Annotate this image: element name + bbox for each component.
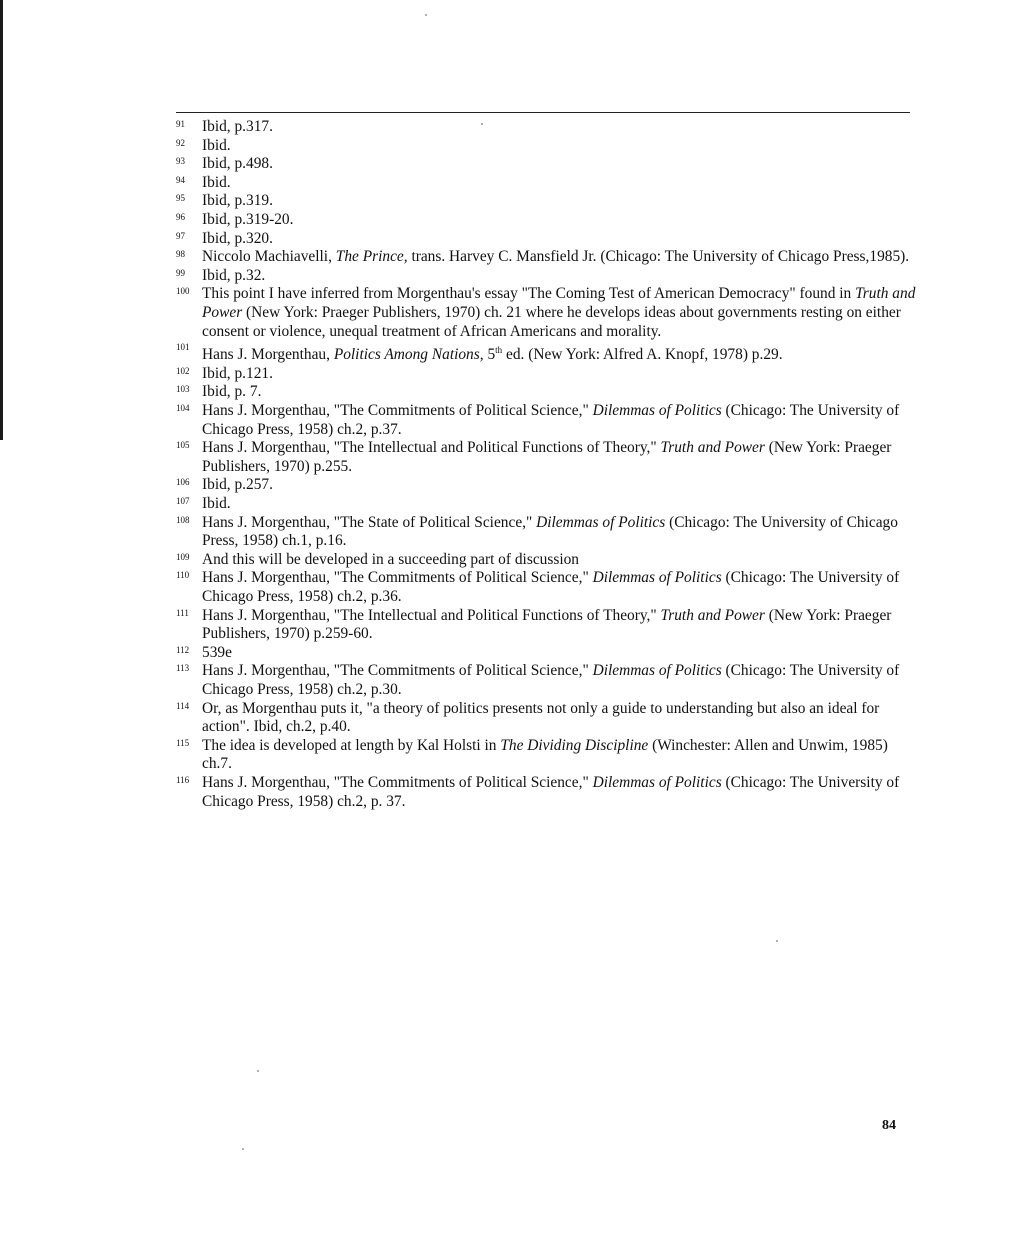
footnote-number: 109 — [176, 551, 190, 562]
footnote-text — [202, 737, 888, 773]
footnote-95 — [176, 192, 916, 211]
footnote-number: 108 — [176, 514, 190, 525]
footnote-113 — [176, 662, 916, 699]
footnote-title: Dilemmas of Politics — [592, 773, 722, 791]
footnote-number: 106 — [176, 477, 190, 488]
footnote-text: Ibid, p.320. — [202, 229, 273, 247]
footnote-91 — [176, 118, 916, 137]
footnote-number: 94 — [176, 174, 185, 185]
footnote-108 — [176, 514, 916, 551]
footnote-title: Dilemmas of Politics — [592, 569, 722, 587]
footnote-text — [202, 285, 915, 339]
footnote-number: 101 — [176, 342, 190, 353]
footnote-105 — [176, 439, 916, 476]
footnote-segment: ed. (New York: Alfred A. Knopf, 1978) p.29. — [502, 346, 783, 364]
footnote-title: The Dividing Discipline — [500, 736, 649, 754]
footnote-segment: 5 — [483, 346, 496, 364]
footnote-segment: (Chicago: The University of Chicago Press, 1958) ch.2, p.36. — [202, 569, 900, 605]
footnote-93 — [176, 155, 916, 174]
footnote-number: 105 — [176, 440, 190, 451]
footnote-110 — [176, 569, 916, 606]
footnote-segment: Hans J. Morgenthau, "The Commitments of Political Science," — [202, 773, 593, 791]
footnote-text: Ibid, p.317. — [202, 118, 273, 135]
footnote-segment: (New York: Praeger Publishers, 1970) ch. 21 where he develops ideas about governments resting on either consent or violence, unequal treatment of African Americans and morality. — [202, 303, 901, 340]
footnote-segment: (New York: Praeger Publishers, 1970) p.259-60. — [202, 606, 892, 643]
footnote-text: Ibid, p.498. — [202, 155, 273, 173]
footnote-text: Ibid, p.319-20. — [202, 210, 294, 228]
footnote-94 — [176, 174, 916, 193]
footnote-99 — [176, 267, 916, 286]
footnote-segment: trans. Harvey C. Mansfield Jr. (Chicago: The University of Chicago Press,1985). — [407, 248, 910, 266]
footnote-text: Ibid, p.32. — [202, 266, 266, 284]
footnote-104 — [176, 402, 916, 439]
footnote-text — [202, 439, 891, 475]
footnote-segment: (Chicago: The University of Chicago Press, 1958) ch.1, p.16. — [202, 513, 898, 550]
footnote-116 — [176, 774, 916, 811]
footnote-title: Politics Among Nations, — [333, 346, 484, 364]
footnote-segment: Hans J. Morgenthau, "The Intellectual and Political Functions of Theory," — [202, 439, 661, 457]
footnote-title: Dilemmas of Politics — [536, 513, 666, 531]
footnote-segment: Hans J. Morgenthau, "The Commitments of Political Science," — [202, 402, 593, 420]
footnote-114 — [176, 700, 916, 737]
footnote-100 — [176, 285, 916, 341]
footnote-text — [202, 346, 783, 363]
footnote-segment: Hans J. Morgenthau, "The Commitments of Political Science," — [202, 662, 593, 680]
footnote-separator — [176, 112, 910, 113]
footnote-98 — [176, 248, 916, 267]
footnote-segment: Niccolo Machiavelli, — [202, 248, 336, 266]
footnote-title: Truth and Power — [660, 439, 765, 457]
footnote-segment: The idea is developed at length by Kal Holsti in — [202, 736, 501, 754]
footnote-text: Ibid. — [202, 495, 231, 512]
footnote-title: The Prince, — [335, 248, 408, 266]
footnote-96 — [176, 211, 916, 230]
footnote-text: Ibid, p.257. — [202, 476, 273, 494]
footnote-number: 99 — [176, 267, 185, 278]
footnote-text: Ibid, p.121. — [202, 364, 273, 382]
footnote-number: 103 — [176, 384, 190, 395]
footnote-97 — [176, 230, 916, 249]
footnote-title: Dilemmas of Politics — [592, 662, 722, 680]
footnote-segment: (Chicago: The University of Chicago Press, 1958) ch.2, p.30. — [202, 662, 900, 698]
footnote-segment: Hans J. Morgenthau, — [202, 346, 334, 364]
footnote-number: 91 — [176, 119, 185, 129]
footnote-number: 110 — [176, 570, 190, 581]
footnote-segment: Hans J. Morgenthau, "The Intellectual and Political Functions of Theory," — [202, 606, 661, 624]
footnote-number: 116 — [176, 774, 190, 785]
footnote-number: 112 — [176, 644, 190, 655]
footnote-number: 93 — [176, 156, 185, 167]
footnote-text: Or, as Morgenthau puts it, "a theory of politics presents not only a guide to understanding but also an ideal for action". Ibid, ch.2, p.40. — [202, 699, 880, 736]
footnote-text — [202, 662, 899, 698]
footnote-list — [176, 118, 916, 811]
footnote-text: Ibid, p.319. — [202, 192, 273, 210]
footnote-number: 107 — [176, 496, 190, 506]
footnote-number: 113 — [176, 663, 190, 674]
footnote-115 — [176, 737, 916, 774]
footnote-101 — [176, 341, 916, 365]
footnote-number: 97 — [176, 230, 185, 241]
scan-speck — [481, 123, 483, 125]
scan-speck — [242, 1148, 244, 1150]
footnote-segment: This point I have inferred from Morgenthau's essay "The Coming Test of American Democracy" found in — [202, 285, 856, 303]
footnote-text: Ibid, p. 7. — [202, 383, 262, 401]
footnote-title: Truth and Power — [660, 606, 765, 624]
footnote-segment: (New York: Praeger Publishers, 1970) p.255. — [202, 439, 892, 475]
page-number: 84 — [882, 1118, 896, 1133]
footnote-text — [202, 774, 899, 810]
footnote-103 — [176, 383, 916, 402]
footnote-number: 100 — [176, 286, 190, 297]
footnote-segment: th — [495, 345, 503, 356]
scan-left-edge — [0, 0, 3, 440]
footnote-segment: Hans J. Morgenthau, "The Commitments of Political Science," — [202, 569, 593, 587]
footnote-111 — [176, 607, 916, 644]
footnote-segment: (Winchester: Allen and Unwim, 1985) ch.7. — [202, 736, 888, 773]
footnote-text — [202, 607, 891, 643]
footnote-text — [202, 569, 899, 605]
footnote-number: 104 — [176, 403, 190, 414]
footnote-text — [202, 402, 899, 438]
footnote-number: 92 — [176, 137, 185, 148]
footnote-number: 96 — [176, 211, 185, 222]
footnote-title: Dilemmas of Politics — [592, 402, 722, 420]
footnote-number: 111 — [176, 607, 189, 618]
scan-speck — [425, 14, 427, 16]
footnote-number: 98 — [176, 249, 185, 260]
footnote-text: And this will be developed in a succeeding part of discussion — [202, 550, 579, 568]
footnote-title: Truth and Power — [202, 285, 916, 321]
scan-speck — [776, 940, 778, 942]
footnote-number: 115 — [176, 737, 190, 748]
footnote-109 — [176, 551, 916, 570]
footnote-106 — [176, 476, 916, 495]
footnote-text: Ibid. — [202, 173, 231, 191]
footnote-segment: Hans J. Morgenthau, "The State of Political Science," — [202, 513, 537, 531]
footnote-number: 102 — [176, 365, 190, 376]
footnote-107 — [176, 495, 916, 514]
scan-speck — [257, 1070, 259, 1072]
footnote-text — [202, 248, 909, 265]
footnote-number: 114 — [176, 700, 190, 711]
footnote-text — [202, 514, 898, 550]
footnote-102 — [176, 365, 916, 384]
footnote-number: 95 — [176, 193, 185, 204]
footnote-92 — [176, 137, 916, 156]
footnote-text: Ibid. — [202, 136, 231, 154]
footnote-112 — [176, 644, 916, 663]
footnote-segment: (Chicago: The University of Chicago Press, 1958) ch.2, p.37. — [202, 402, 900, 438]
footnote-text: 539e — [202, 643, 232, 661]
footnote-segment: (Chicago: The University of Chicago Press, 1958) ch.2, p. 37. — [202, 773, 900, 810]
